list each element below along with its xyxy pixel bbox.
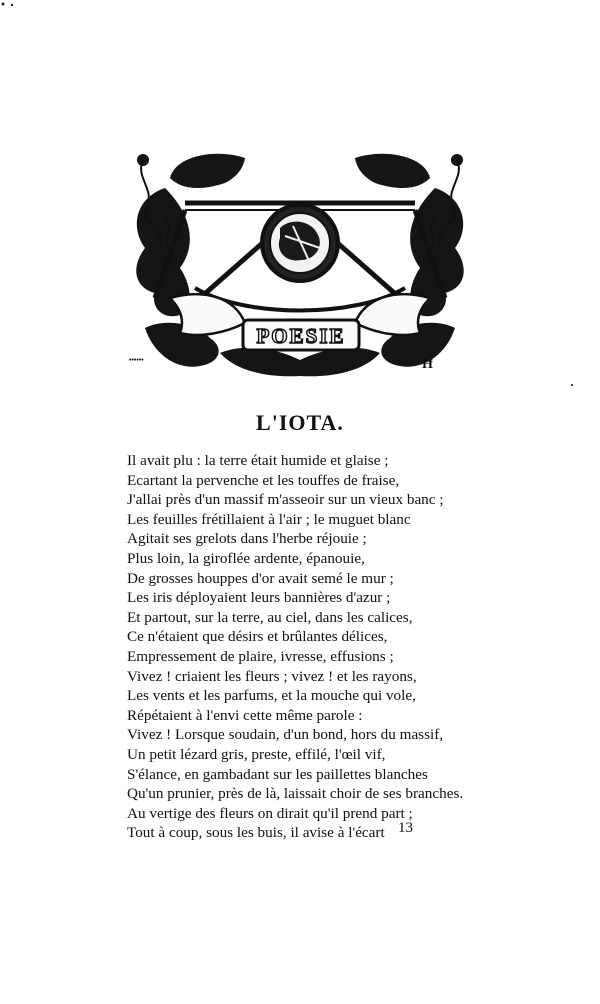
- poem-line: Les feuilles frétillaient à l'air ; le muguet blanc: [127, 510, 411, 528]
- page-number: 13: [398, 820, 413, 836]
- poem-line: J'allai près d'un massif m'asseoir sur un vieux banc ;: [127, 491, 444, 509]
- poem-line: Vivez ! criaient les fleurs ; vivez ! et les rayons,: [127, 667, 417, 685]
- poem-line: Au vertige des fleurs on dirait qu'il prend part ;: [127, 804, 413, 822]
- poem-line: Vivez ! Lorsque soudain, d'un bond, hors du massif,: [127, 726, 444, 744]
- poem-line: Agitait ses grelots dans l'herbe réjouie ;: [127, 530, 367, 548]
- poem-line: Il avait plu : la terre était humide et glaise ;: [127, 452, 389, 469]
- ornamental-vignette-icon: [125, 148, 475, 384]
- poem-line: Les iris déployaient leurs bannières d'azur ;: [127, 589, 391, 607]
- poem-line: Ce n'étaient que désirs et brûlantes délices,: [127, 628, 388, 646]
- poem-line: Répétaient à l'envi cette même parole :: [127, 706, 363, 724]
- poem-line: Et partout, sur la terre, au ciel, dans les calices,: [127, 608, 413, 626]
- poem-line: Plus loin, la giroflée ardente, épanouie,: [127, 549, 365, 567]
- poem-title: L'IOTA.: [256, 410, 344, 435]
- poem-line: Les vents et les parfums, et la mouche qui vole,: [127, 687, 416, 705]
- poem-line: Qu'un prunier, près de là, laissait choir de ses branches.: [127, 785, 464, 803]
- svg-text:Ħ: Ħ: [422, 357, 433, 372]
- poem-line: Un petit lézard gris, preste, effilé, l'œil vif,: [127, 745, 386, 763]
- poem-line: Ecartant la pervenche et les touffes de fraise,: [127, 471, 400, 489]
- vignette-banner-text: POESIE: [256, 324, 346, 348]
- poem-line: Tout à coup, sous les buis, il avise à l'écart: [127, 824, 385, 842]
- svg-text:••••••: ••••••: [129, 357, 144, 364]
- poem-line: Empressement de plaire, ivresse, effusions ;: [127, 647, 394, 665]
- poem-line: S'élance, en gambadant sur les paillettes blanches: [127, 765, 428, 783]
- poem-body: [127, 451, 463, 843]
- poem-line: De grosses houppes d'or avait semé le mur ;: [127, 569, 394, 587]
